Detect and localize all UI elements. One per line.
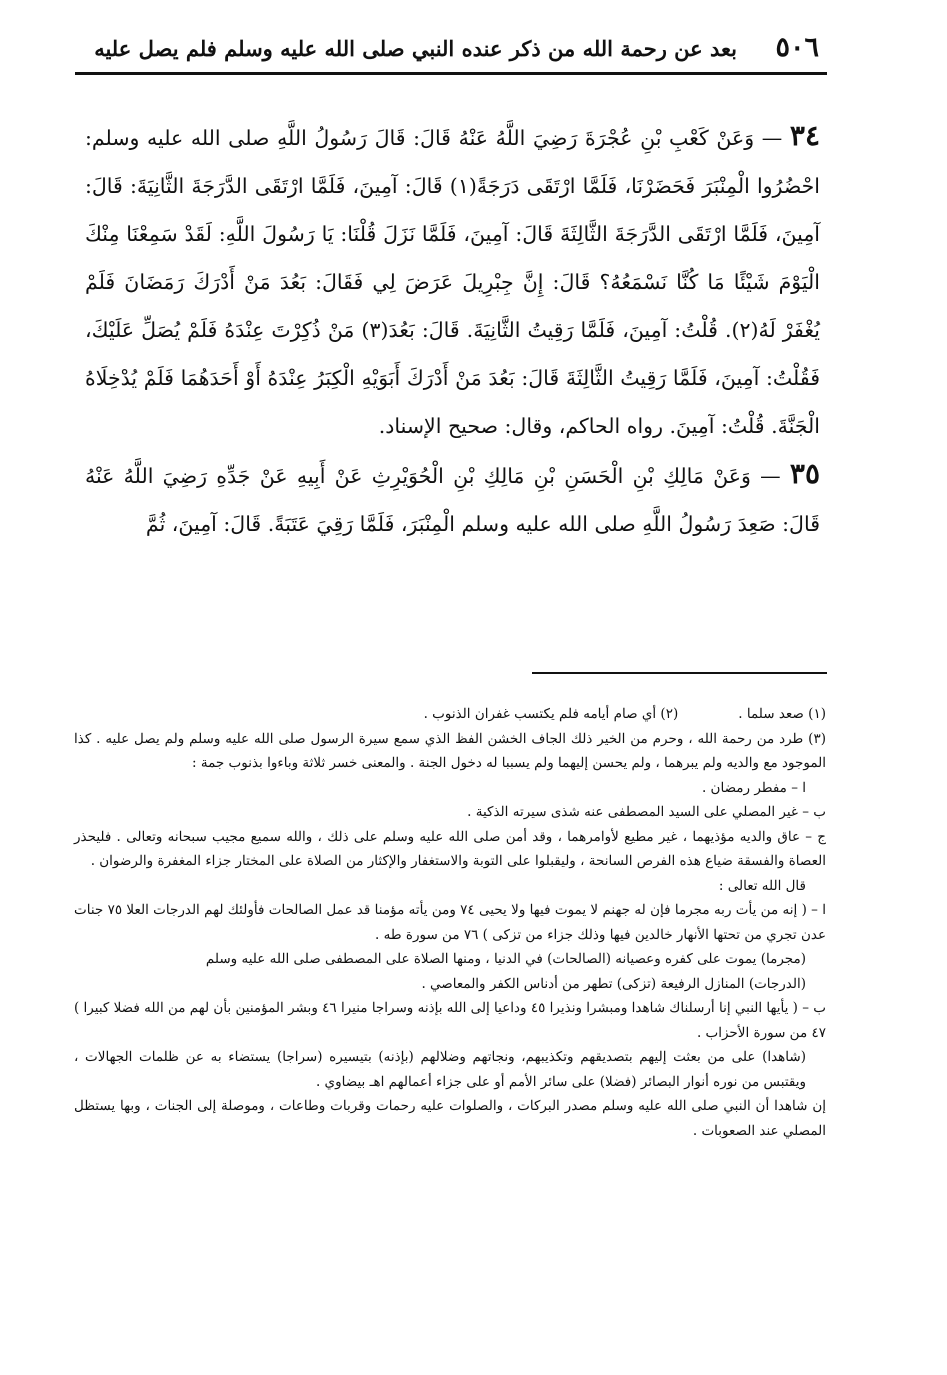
running-title: بعد عن رحمة الله من ذكر عنده النبي صلى الله عليه وسلم فلم يصل عليه: [94, 36, 737, 61]
footnote-item-a: ا – مفطر رمضان .: [701, 779, 806, 796]
footnote-3: (٣) طرد من رحمة الله ، وحرم من الخير ذلك الجاف الخشن الفظ الذي سمع سيرة الرسول صلى الله عليه وسلم ولم يصل عليه . كذا الموجود مع والديه ولم يبرهما ، ولم يحسن إليهما ولم يسببا له دخول الجنة . والمعنى خسر ثلاثة وباءوا بذنوب جمة :: [74, 730, 826, 771]
footnote-row: [74, 702, 826, 727]
footnote-verse-1: ا – ( إنه من يأت ربه مجرما فإن له جهنم لا يموت فيها ولا يحيى ٧٤ ومن يأته مؤمنا قد عمل الصالحات فأولئك لهم الدرجات العلا ٧٥ جنات عدن تجري من تحتها الأنهار خالدين فيها وذلك جزاء من تزكى ) ٧٦ من سورة طه .: [74, 902, 827, 943]
footnote-verse-2: ب – ( يأيها النبي إنا أرسلناك شاهدا ومبشرا ونذيرا ٤٥ وداعيا إلى الله بإذنه وسراجا منيرا ٤٦ وبشر المؤمنين بأن لهم من الله فضلا كبيرا ) ٤٧ من سورة الأحزاب .: [74, 1000, 826, 1041]
hadith-34: [85, 112, 820, 450]
main-text: [85, 112, 820, 548]
hadith-text: — وَعَنْ مَالِكِ بْنِ الْحَسَنِ بْنِ مَالِكِ بْنِ الْحُوَيْرِثِ عَنْ أَبِيهِ عَنْ جَدِّهِ رَضِيَ اللَّهُ عَنْهُ قَالَ: صَعِدَ رَسُولُ اللَّهِ صلى الله عليه وسلم الْمِنْبَرَ، فَلَمَّا رَقِيَ عَتَبَةً. قَالَ: آمِينَ، ثُمَّ: [85, 464, 820, 536]
footnote-item-j: ج – عاق والديه مؤذيهما ، غير مطيع لأوامرهما ، وقد أمن صلى الله عليه وسلم على ذلك ، والله سميع مجيب سبحانه وتعالى . فليحذر العصاة والفسقة ضياع هذه الفرص السانحة ، وليقبلوا على التوبة والاستغفار والإكثار من الصلاة على المختار جزاء المغفرة والرضوان .: [74, 828, 826, 869]
hadith-text: — وَعَنْ كَعْبِ بْنِ عُجْرَةَ رَضِيَ اللَّهُ عَنْهُ قَالَ: قَالَ رَسُولُ اللَّهِ صلى الله عليه وسلم: احْضُرُوا الْمِنْبَرَ فَحَضَرْنَا، فَلَمَّا ارْتَقَى دَرَجَةً(١) قَالَ: آمِينَ، فَلَمَّا ارْتَقَى الدَّرَجَةَ الثَّانِيَةَ: قَالَ: آمِينَ، فَلَمَّا ارْتَقَى الدَّرَجَةَ الثَّالِثَةَ قَالَ: آمِينَ، فَلَمَّا نَزَلَ قُلْنَا: يَا رَسُولَ اللَّهِ: لَقَدْ سَمِعْنَا مِنْكَ الْيَوْمَ شَيْئًا مَا كُنَّا نَسْمَعُهُ؟ قَالَ: إِنَّ جِبْرِيلَ عَرَضَ لِي فَقَالَ: بَعُدَ مَنْ أَدْرَكَ رَمَضَانَ فَلَمْ يُغْفَرْ لَهُ(٢). قُلْتُ: آمِينَ، فَلَمَّا رَقِيتُ الثَّانِيَةَ. قَالَ: بَعُدَ(٣) مَنْ ذُكِرْتَ عِنْدَهُ فَلَمْ يُصَلِّ عَلَيْكَ، فَقُلْتُ: آمِينَ، فَلَمَّا رَقِيتُ الثَّالِثَةَ قَالَ: بَعُدَ مَنْ أَدْرَكَ أَبَوَيْهِ الْكِبَرُ عِنْدَهُ أَوْ أَحَدَهُمَا فَلَمْ يُدْخِلَاهُ الْجَنَّةَ. قُلْتُ: آمِينَ. رواه الحاكم، وقال: صحيح الإسناد.: [85, 126, 820, 438]
footnote-qala: قال الله تعالى :: [718, 877, 806, 894]
hadith-35: [85, 450, 820, 548]
page-header: [75, 28, 827, 75]
footnote-item-b: ب – غير المصلي على السيد المصطفى عنه شذى سيرته الذكية .: [467, 804, 826, 820]
footnotes: [74, 702, 826, 1143]
footnote-gloss-2: (شاهدا) على من بعثت إليهم بتصديقهم وتكذيبهم، ونجاتهم وضلالهم (بإذنه) بتيسيره (سراجا) يستضاء به عن ظلمات الجهالات ، ويقتبس من نوره أنوار البصائر (فضلا) على سائر الأمم أو على جزاء أعمالهم اهـ بيضاوي .: [74, 1049, 806, 1090]
footnote-separator: [532, 672, 827, 674]
hadith-number: ٣٥: [789, 457, 820, 490]
hadith-number: ٣٤: [789, 119, 820, 152]
footnote-closing: إن شاهدا أن النبي صلى الله عليه وسلم مصدر البركات ، والصلوات عليه رحمات وقربات وطاعات ، وموصلة إلى الجنات ، وبها يستظل المصلي عند الصعوبات .: [74, 1098, 826, 1139]
footnote-gloss-1a: (مجرما) يموت على كفره وعصيانه (الصالحات) في الدنيا ، ومنها الصلاة على المصطفى صلى الله عليه وسلم: [205, 951, 806, 967]
footnote-2: (٢) أي صام أيامه فلم يكتسب غفران الذنوب .: [423, 706, 679, 722]
page-number: ٥٠٦: [775, 32, 819, 63]
footnote-gloss-1b: (الدرجات) المنازل الرفيعة (تزكى) تطهر من أدناس الكفر والمعاصي .: [421, 975, 806, 992]
footnote-1: (١) صعد سلما .: [738, 706, 826, 722]
